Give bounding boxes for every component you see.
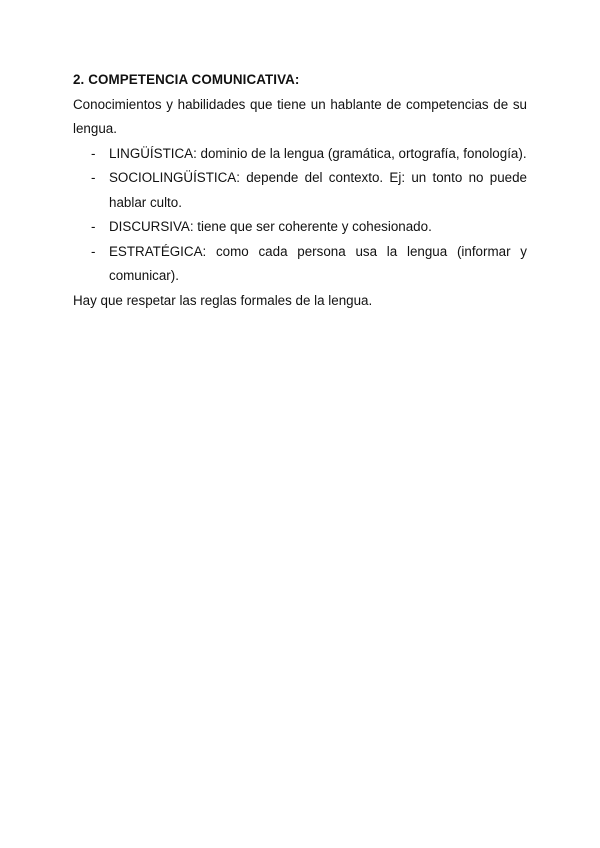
list-item-linguistica [73,142,527,167]
list-item-discursiva [73,215,527,240]
dash-bullet: - [91,145,96,161]
list-item-text: LINGÜÍSTICA: dominio de la lengua (gramática, ortografía, fonología). [109,145,527,161]
list-item-sociolinguistica [73,166,527,215]
list-item-text: SOCIOLINGÜÍSTICA: depende del contexto. Ej: un tonto no puede hablar culto. [109,170,527,210]
list-item-text: DISCURSIVA: tiene que ser coherente y cohesionado. [109,219,432,234]
section-heading: 2. COMPETENCIA COMUNICATIVA: [73,72,300,87]
dash-bullet: - [91,170,96,185]
list-item-text: ESTRATÉGICA: como cada persona usa la lengua (informar y comunicar). [109,243,527,283]
competence-list [73,142,527,289]
list-item-estrategica [73,240,527,289]
page-content [73,68,527,313]
dash-bullet: - [91,243,96,259]
dash-bullet: - [91,219,96,234]
intro-paragraph: Conocimientos y habilidades que tiene un hablante de competencias de su lengua. [73,96,527,136]
closing-paragraph: Hay que respetar las reglas formales de la lengua. [73,292,373,308]
